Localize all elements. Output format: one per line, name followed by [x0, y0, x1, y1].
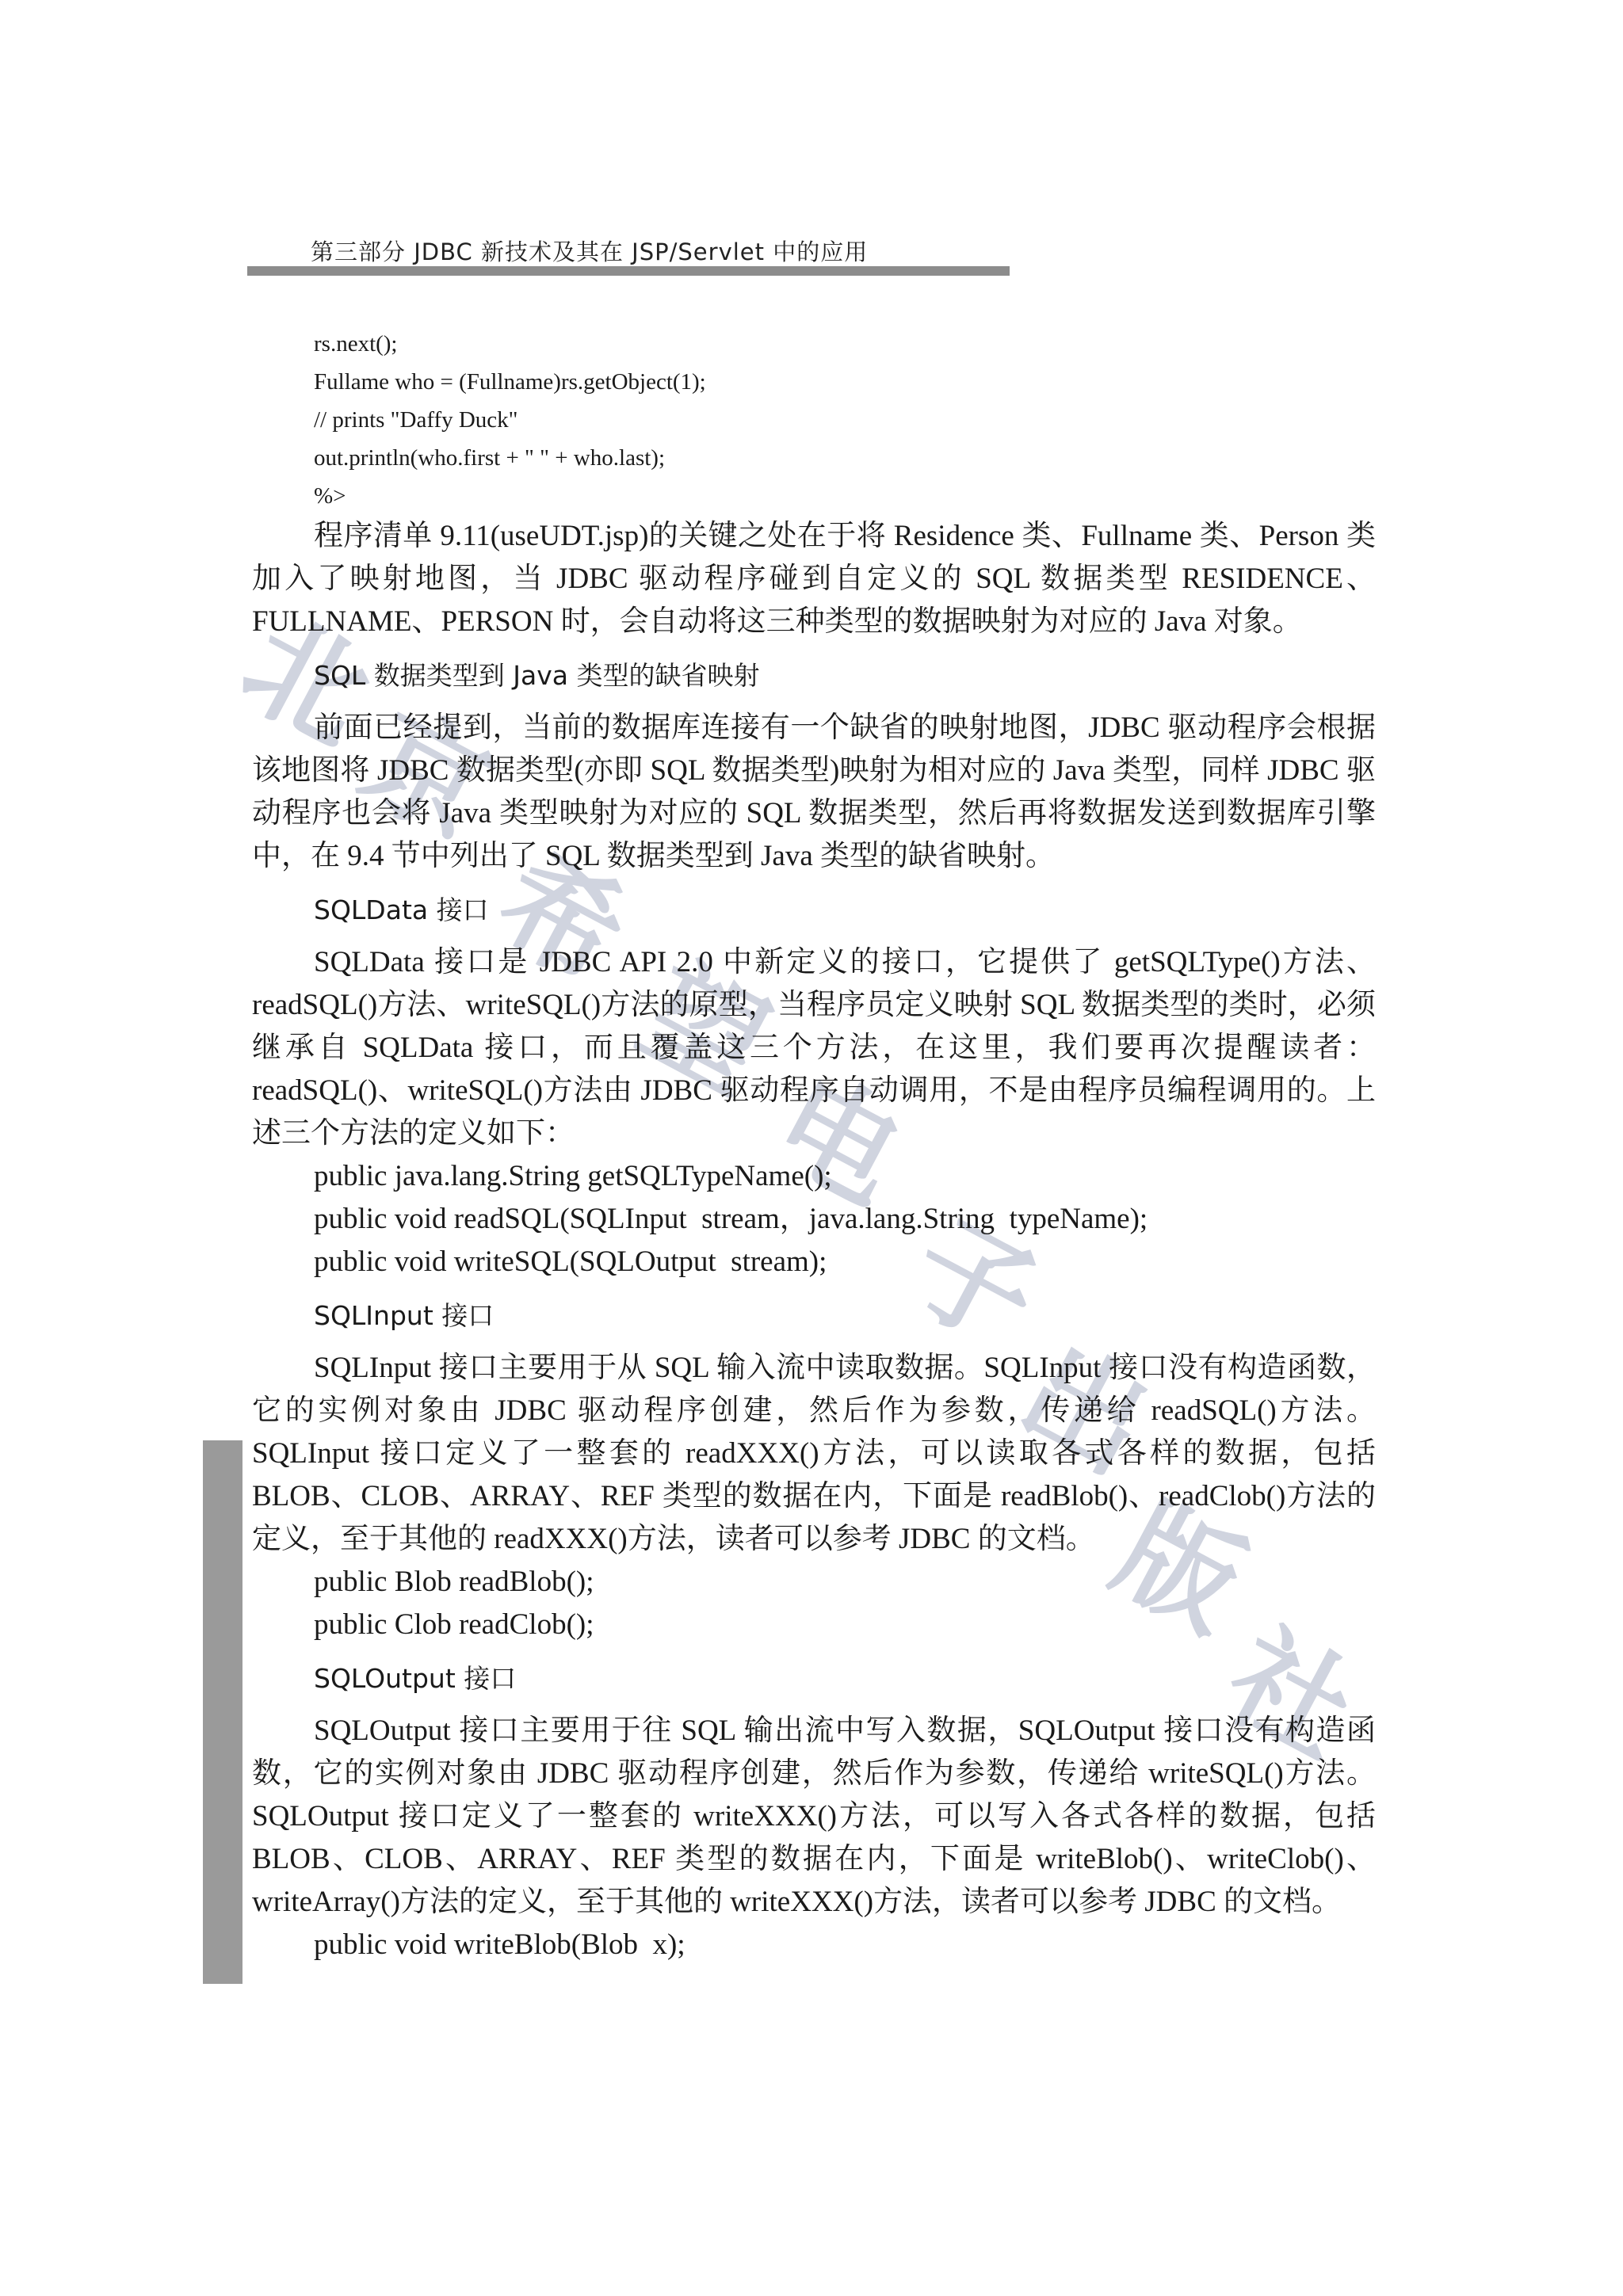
- paragraph-default-mapping: 前面已经提到，当前的数据库连接有一个缺省的映射地图，JDBC 驱动程序会根据该地图将 JDBC 数据类型(亦即 SQL 数据类型)映射为相对应的 Java 类型，同样 JDBC 驱动程序也会将 Java 类型映射为对应的 SQL 数据类型，然后再将数据发送到数据库引擎中，在 9.4 节中列出了 SQL 数据类型到 Java 类型的缺省映射。: [252, 711, 1376, 872]
- section-heading-sqldata: SQLData 接口: [314, 894, 489, 925]
- code-line: public Blob readBlob();: [314, 1566, 594, 1598]
- code-line: Fullame who = (Fullname)rs.getObject(1);: [314, 369, 706, 395]
- watermark-char: 子: [888, 1195, 1059, 1373]
- code-line: public Clob readClob();: [314, 1608, 594, 1641]
- watermark-char: 京: [342, 688, 512, 866]
- watermark-char: 望: [619, 941, 789, 1119]
- code-line: rs.next();: [314, 331, 398, 357]
- watermark-char: 社: [1205, 1607, 1376, 1785]
- code-line: public void writeBlob(Blob x);: [314, 1928, 685, 1961]
- watermark-char: 出: [999, 1322, 1170, 1500]
- code-line: public java.lang.String getSQLTypeName();: [314, 1160, 832, 1192]
- section-heading-default-mapping: SQL 数据类型到 Java 类型的缺省映射: [314, 660, 760, 691]
- watermark-char: 希: [476, 830, 647, 1009]
- code-line: %>: [314, 483, 346, 509]
- section-heading-sqloutput: SQLOutput 接口: [314, 1663, 517, 1694]
- code-line: public void readSQL(SQLInput stream，java.lang.String typeName);: [314, 1203, 1148, 1235]
- code-line: public void writeSQL(SQLOutput stream);: [314, 1245, 827, 1278]
- paragraph-sqldata: SQLData 接口是 JDBC API 2.0 中新定义的接口，它提供了 getSQLType()方法、readSQL()方法、writeSQL()方法的原型，当程序员定义映射 SQL 数据类型的类时，必须继承自 SQLData 接口，而且覆盖这三个方法，在这里，我们要再次提醒读者：readSQL()、writeSQL()方法由 JDBC 驱动程序自动调用，不是由程序员编程调用的。上述三个方法的定义如下：: [252, 946, 1376, 1150]
- paragraph-sqloutput: SQLOutput 接口主要用于往 SQL 输出流中写入数据，SQLOutput 接口没有构造函数，它的实例对象由 JDBC 驱动程序创建，然后作为参数，传递给 writeSQL()方法。SQLOutput 接口定义了一整套的 writeXXX()方法，可以写入各式各样的数据，包括 BLOB、CLOB、ARRAY、REF 类型的数据在内，下面是 writeBlob()、writeClob()、writeArray()方法的定义，至于其他的 writeXXX()方法，读者可以参考 JDBC 的文档。: [252, 1714, 1376, 1918]
- paragraph-sqlinput: SQLInput 接口主要用于从 SQL 输入流中读取数据。SQLInput 接口没有构造函数，它的实例对象由 JDBC 驱动程序创建，然后作为参数，传递给 readSQL()方法。SQLInput 接口定义了一整套的 readXXX()方法，可以读取各式各样的数据，包括 BLOB、CLOB、ARRAY、REF 类型的数据在内，下面是 readBlob()、readClob()方法的定义，至于其他的 readXXX()方法，读者可以参考 JDBC 的文档。: [252, 1352, 1376, 1555]
- code-line: out.println(who.first + " " + who.last);: [314, 445, 666, 471]
- page-body: [252, 325, 1376, 1966]
- watermark-char: 北: [221, 593, 391, 771]
- code-line: // prints "Daffy Duck": [314, 407, 518, 433]
- paragraph-useudt: 程序清单 9.11(useUDT.jsp)的关键之处在于将 Residence 类、Fullname 类、Person 类加入了映射地图，当 JDBC 驱动程序碰到自定义的 SQL 数据类型 RESIDENCE、FULLNAME、PERSON 时，会自动将这三种类型的数据映射为对应的 Java 对象。: [252, 520, 1376, 638]
- side-thumb-tab: [203, 1440, 242, 1984]
- header-rule: [247, 266, 1010, 276]
- watermark-char: 版: [1094, 1480, 1265, 1658]
- running-header-title: 第三部分 JDBC 新技术及其在 JSP/Servlet 中的应用: [311, 238, 869, 265]
- section-heading-sqlinput: SQLInput 接口: [314, 1300, 495, 1331]
- watermark-char: 电: [754, 1052, 924, 1230]
